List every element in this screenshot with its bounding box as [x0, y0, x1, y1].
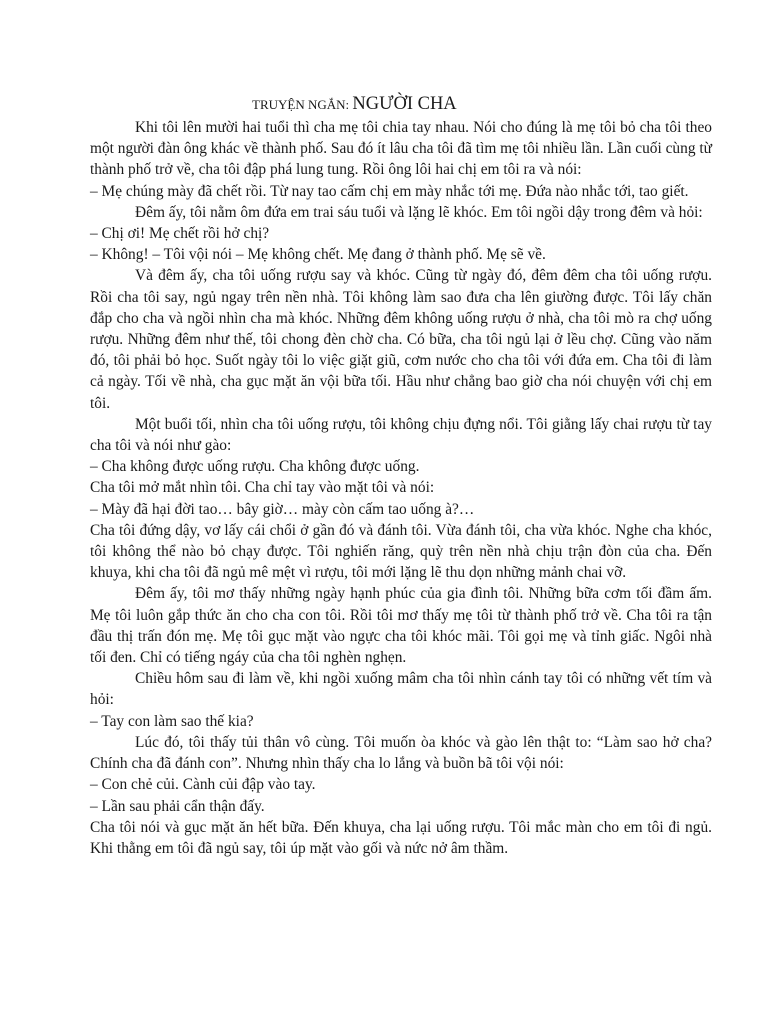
paragraph: Và đêm ấy, cha tôi uống rượu say và khóc. Cũng từ ngày đó, đêm đêm cha tôi uống rượu. Rồi cha tôi say, ngủ ngay trên nền nhà. Tôi không làm sao đưa cha lên giường được. Tôi lấy chăn đắp cho cha và ngồi nhìn cha mà khóc. Những đêm không uống rượu ở nhà, cha tôi mò ra chợ uống rượu. Những đêm như thế, tôi chong đèn chờ cha. Có bữa, cha tôi ngủ lại ở lều chợ. Cũng vào năm đó, tôi phải bỏ học. Suốt ngày tôi lo việc giặt giũ, cơm nước cho cha tôi với đứa em. Cha tôi đi làm cả ngày. Tối về nhà, cha gục mặt ăn vội bữa tối. Hầu như chẳng bao giờ cha nói chuyện với chị em tôi. [90, 267, 712, 412]
paragraph: Lúc đó, tôi thấy tủi thân vô cùng. Tôi muốn òa khóc và gào lên thật to: “Làm sao hở cha? Chính cha đã đánh con”. Nhưng nhìn thấy cha lo lắng và buồn bã tôi vội nói: [90, 733, 712, 773]
paragraph: Đêm ấy, tôi mơ thấy những ngày hạnh phúc của gia đình tôi. Những bữa cơm tối đầm ấm. Mẹ tôi luôn gắp thức ăn cho cha con tôi. Rồi tôi mơ thấy mẹ tôi từ thành phố trở về. Cha tôi ra tận đầu thị trấn đón mẹ. Mẹ tôi gục mặt vào ngực cha tôi khóc mãi. Tôi gọi mẹ và tỉnh giấc. Ngôi nhà tối đen. Chỉ có tiếng ngáy của cha tôi nghèn nghẹn. [90, 585, 712, 667]
paragraph: Chiều hôm sau đi làm về, khi ngồi xuống mâm cha tôi nhìn cánh tay tôi có những vết tím và hỏi: [90, 670, 712, 709]
paragraph: Cha tôi nói và gục mặt ăn hết bữa. Đến khuya, cha lại uống rượu. Tôi mắc màn cho em tôi đi ngủ. Khi thằng em tôi đã ngủ say, tôi úp mặt vào gối và nức nở âm thầm. [90, 818, 712, 857]
paragraph: – Tay con làm sao thế kia? [90, 712, 254, 730]
paragraph: – Cha không được uống rượu. Cha không được uống. [90, 458, 420, 476]
paragraph: – Mày đã hại đời tao… bây giờ… mày còn cấm tao uống à?… [90, 500, 475, 518]
paragraph: Cha tôi mở mắt nhìn tôi. Cha chỉ tay vào mặt tôi và nói: [90, 479, 435, 497]
paragraph: Một buổi tối, nhìn cha tôi uống rượu, tôi không chịu đựng nổi. Tôi giằng lấy chai rượu từ tay cha tôi và nói như gào: [90, 415, 712, 455]
paragraph: – Không! – Tôi vội nói – Mẹ không chết. Mẹ đang ở thành phố. Mẹ sẽ về. [90, 246, 546, 264]
paragraph: – Chị ơi! Mẹ chết rồi hở chị? [90, 225, 270, 243]
paragraph: – Con chẻ củi. Cành củi đập vào tay. [90, 776, 316, 794]
paragraph: Khi tôi lên mười hai tuổi thì cha mẹ tôi chia tay nhau. Nói cho đúng là mẹ tôi bỏ cha tôi theo một người đàn ông khác về thành phố. Sau đó ít lâu cha tôi đã tìm mẹ tôi nhiều lần. Lần cuối cùng từ thành phố trở về, cha tôi đập phá lung tung. Rồi ông lôi hai chị em tôi ra và nói: [90, 119, 712, 179]
story-body [90, 117, 712, 859]
story-title [252, 92, 712, 117]
document-page [90, 92, 712, 859]
paragraph: – Mẹ chúng mày đã chết rồi. Từ nay tao cấm chị em mày nhắc tới mẹ. Đứa nào nhắc tới, tao giết. [90, 182, 689, 200]
title-main: NGƯỜI CHA [352, 94, 457, 114]
paragraph: Cha tôi đứng dậy, vơ lấy cái chổi ở gần đó và đánh tôi. Vừa đánh tôi, cha vừa khóc. Nghe cha khóc, tôi không thể nào bỏ chạy được. Tôi nghiến răng, quỳ trên nền nhà chịu trận đòn của cha. Đến khuya, khi cha tôi đã ngủ mê mệt vì rượu, tôi mới lặng lẽ thu dọn những mảnh chai vỡ. [90, 521, 712, 582]
title-prefix: TRUYỆN NGẮN: [252, 97, 353, 112]
paragraph: – Lần sau phải cẩn thận đấy. [90, 797, 265, 815]
paragraph: Đêm ấy, tôi nằm ôm đứa em trai sáu tuổi và lặng lẽ khóc. Em tôi ngồi dậy trong đêm và hỏi: [135, 203, 703, 221]
